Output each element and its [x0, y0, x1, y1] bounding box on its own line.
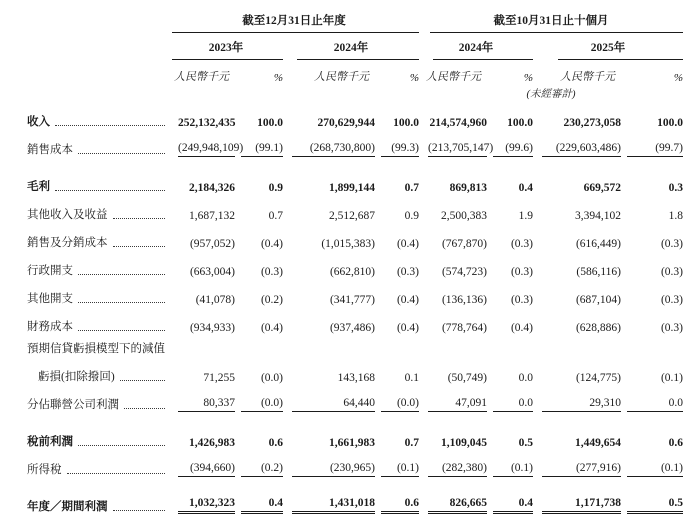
- percent-cell: [487, 449, 533, 477]
- unit-header-rmb: 人民幣千元: [174, 71, 229, 83]
- cell-value: 230,273,058: [563, 117, 621, 129]
- percent-cell: [487, 306, 533, 334]
- percent-cell: [621, 129, 683, 157]
- percent-cell: [235, 278, 283, 306]
- cell-value: (268,730,800): [292, 142, 375, 157]
- row-label: [27, 278, 169, 306]
- percent-cell: [621, 194, 683, 222]
- cell-value: (586,116): [576, 266, 621, 278]
- cell-value: 3,394,102: [575, 210, 621, 222]
- amount-cell: [169, 194, 235, 222]
- amount-cell: [169, 129, 244, 157]
- cell-value: (767,870): [441, 238, 487, 250]
- dot-leader: [113, 510, 166, 511]
- cell-value: (0.4): [510, 322, 533, 334]
- cell-value: (0.0): [241, 397, 283, 412]
- cell-value: (136,136): [441, 294, 487, 306]
- row-label: [27, 250, 169, 278]
- column-year-2024: 2024年: [333, 42, 369, 54]
- amount-cell: [283, 356, 375, 384]
- cell-value: 1,032,323: [178, 497, 235, 514]
- cell-value: (99.7): [627, 142, 683, 157]
- amount-cell: [283, 278, 375, 306]
- row-label-text: 年度／期間利潤: [27, 501, 108, 513]
- row-label-text: 稅前利潤: [27, 436, 73, 448]
- cell-value: 1.9: [518, 210, 533, 222]
- cell-value: (124,775): [575, 372, 621, 384]
- dot-leader: [113, 246, 166, 247]
- dot-leader: [55, 125, 165, 126]
- percent-cell: [487, 250, 533, 278]
- cell-value: 0.4: [241, 497, 283, 514]
- percent-cell: [375, 129, 419, 157]
- row-label: [27, 412, 169, 449]
- percent-cell: [375, 278, 419, 306]
- percent-cell: [621, 306, 683, 334]
- percent-cell: [487, 477, 533, 514]
- table-row: [27, 101, 683, 129]
- percent-cell: [487, 384, 533, 412]
- cell-value: 669,572: [583, 182, 621, 194]
- table-row: [27, 477, 683, 514]
- period-group-annual: 截至12月31日止年度: [242, 15, 346, 27]
- amount-cell: [533, 157, 621, 194]
- amount-cell: [283, 334, 375, 356]
- amount-cell: [169, 412, 235, 449]
- dot-leader: [78, 274, 165, 275]
- cell-value: 1,171,738: [542, 497, 621, 514]
- cell-value: (687,104): [575, 294, 621, 306]
- row-label-text: 分佔聯營公司利潤: [27, 399, 119, 411]
- percent-cell: [621, 250, 683, 278]
- amount-cell: [283, 129, 375, 157]
- cell-value: (0.2): [260, 294, 283, 306]
- percent-cell: [235, 222, 283, 250]
- cell-value: 0.6: [668, 437, 683, 449]
- amount-cell: [419, 334, 487, 356]
- percent-cell: [621, 101, 683, 129]
- cell-value: 0.6: [268, 437, 283, 449]
- cell-value: 0.7: [404, 437, 419, 449]
- amount-cell: [419, 306, 487, 334]
- cell-value: 64,440: [292, 397, 375, 412]
- row-label-text: 收入: [27, 116, 50, 128]
- amount-cell: [283, 477, 375, 514]
- amount-cell: [169, 356, 235, 384]
- cell-value: 100.0: [657, 117, 683, 129]
- percent-cell: [487, 278, 533, 306]
- cell-value: (99.1): [241, 142, 283, 157]
- cell-value: 80,337: [178, 397, 235, 412]
- percent-cell: [375, 157, 419, 194]
- amount-cell: [419, 129, 494, 157]
- cell-value: (0.3): [660, 266, 683, 278]
- cell-value: 1,426,983: [189, 437, 235, 449]
- cell-value: (0.1): [493, 462, 533, 477]
- cell-value: (574,723): [441, 266, 487, 278]
- cell-value: (0.0): [381, 397, 419, 412]
- cell-value: (663,004): [189, 266, 235, 278]
- row-label: [27, 222, 169, 250]
- amount-cell: [283, 306, 375, 334]
- percent-cell: [375, 250, 419, 278]
- amount-cell: [533, 250, 621, 278]
- amount-cell: [283, 384, 375, 412]
- cell-value: 0.7: [404, 182, 419, 194]
- cell-value: 0.3: [668, 182, 683, 194]
- percent-cell: [487, 222, 533, 250]
- cell-value: 0.4: [493, 497, 533, 514]
- percent-cell: [235, 384, 283, 412]
- cell-value: 869,813: [449, 182, 487, 194]
- cell-value: (0.3): [510, 294, 533, 306]
- cell-value: 71,255: [203, 372, 235, 384]
- row-label: [27, 356, 169, 384]
- cell-value: 100.0: [507, 117, 533, 129]
- amount-cell: [533, 194, 621, 222]
- cell-value: (934,933): [189, 322, 235, 334]
- amount-cell: [169, 334, 235, 356]
- cell-value: 1,661,983: [329, 437, 375, 449]
- percent-cell: [375, 222, 419, 250]
- column-year-2025: 2025年: [590, 42, 626, 54]
- row-label: [27, 306, 169, 334]
- income-statement-table: [27, 12, 683, 514]
- cell-value: 0.1: [404, 372, 419, 384]
- cell-value: 2,500,383: [441, 210, 487, 222]
- amount-cell: [169, 101, 235, 129]
- row-label: [27, 477, 169, 514]
- table-row: [27, 449, 683, 477]
- cell-value: (778,764): [441, 322, 487, 334]
- cell-value: 0.6: [381, 497, 419, 514]
- cell-value: 0.0: [493, 397, 533, 412]
- cell-value: (249,948,109): [178, 142, 235, 157]
- cell-value: 270,629,944: [317, 117, 375, 129]
- dot-leader: [78, 302, 165, 303]
- unit-header-pct: %: [409, 72, 419, 84]
- cell-value: (616,449): [575, 238, 621, 250]
- cell-value: (99.6): [493, 142, 533, 157]
- amount-cell: [169, 449, 235, 477]
- table-row: [27, 384, 683, 412]
- cell-value: (0.0): [260, 372, 283, 384]
- percent-cell: [235, 412, 283, 449]
- cell-value: 143,168: [337, 372, 375, 384]
- cell-value: 0.4: [518, 182, 533, 194]
- percent-cell: [621, 278, 683, 306]
- percent-cell: [235, 306, 283, 334]
- percent-cell: [375, 356, 419, 384]
- percent-cell: [235, 356, 283, 384]
- percent-cell: [621, 449, 683, 477]
- unit-header-rmb: 人民幣千元: [426, 71, 481, 83]
- table-row: [27, 306, 683, 334]
- cell-value: 0.0: [518, 372, 533, 384]
- percent-cell: [375, 306, 419, 334]
- cell-value: (394,660): [178, 462, 235, 477]
- amount-cell: [533, 278, 621, 306]
- amount-cell: [283, 157, 375, 194]
- cell-value: (1,015,383): [321, 238, 375, 250]
- percent-cell: [235, 250, 283, 278]
- table-row: [27, 129, 683, 157]
- percent-cell: [375, 477, 419, 514]
- cell-value: (282,380): [428, 462, 487, 477]
- row-label: [27, 384, 169, 412]
- amount-cell: [419, 157, 487, 194]
- percent-cell: [621, 412, 683, 449]
- table-row: [27, 334, 683, 356]
- cell-value: 0.5: [518, 437, 533, 449]
- row-label: [27, 194, 169, 222]
- cell-value: 2,512,687: [329, 210, 375, 222]
- percent-cell: [375, 384, 419, 412]
- cell-value: (0.1): [660, 372, 683, 384]
- amount-cell: [169, 306, 235, 334]
- percent-cell: [375, 101, 419, 129]
- percent-cell: [621, 356, 683, 384]
- unit-header-rmb: 人民幣千元: [560, 71, 615, 83]
- cell-value: (50,749): [447, 372, 487, 384]
- cell-value: 0.0: [627, 397, 683, 412]
- cell-value: 2,184,326: [189, 182, 235, 194]
- cell-value: (213,705,147): [428, 142, 487, 157]
- cell-value: 100.0: [257, 117, 283, 129]
- dot-leader: [55, 190, 165, 191]
- cell-value: 1,899,144: [329, 182, 375, 194]
- cell-value: 1,687,132: [189, 210, 235, 222]
- dot-leader: [78, 153, 165, 154]
- percent-cell: [375, 412, 419, 449]
- amount-cell: [419, 250, 487, 278]
- percent-cell: [487, 412, 533, 449]
- percent-cell: [621, 334, 683, 356]
- table-header: [27, 12, 683, 101]
- percent-cell: [235, 477, 283, 514]
- amount-cell: [283, 222, 375, 250]
- amount-cell: [169, 222, 235, 250]
- cell-value: 0.7: [268, 210, 283, 222]
- amount-cell: [533, 449, 621, 477]
- dot-leader: [120, 380, 165, 381]
- cell-value: (0.4): [396, 238, 419, 250]
- amount-cell: [533, 356, 621, 384]
- cell-value: 214,574,960: [429, 117, 487, 129]
- unit-header-pct: %: [673, 72, 683, 84]
- percent-cell: [375, 194, 419, 222]
- amount-cell: [419, 412, 487, 449]
- percent-cell: [375, 449, 419, 477]
- row-label: [27, 334, 169, 356]
- table-row: [27, 356, 683, 384]
- cell-value: 0.9: [268, 182, 283, 194]
- row-label-text: 銷售及分銷成本: [27, 237, 108, 249]
- column-year-2024-10m: 2024年: [458, 42, 494, 54]
- unit-header-pct: %: [523, 72, 533, 84]
- cell-value: (0.4): [396, 294, 419, 306]
- row-label-text: 毛利: [27, 181, 50, 193]
- cell-value: (341,777): [329, 294, 375, 306]
- cell-value: (957,052): [189, 238, 235, 250]
- row-label-text: 所得稅: [27, 464, 62, 476]
- dot-leader: [67, 473, 166, 474]
- percent-cell: [375, 334, 419, 356]
- cell-value: (0.4): [396, 322, 419, 334]
- column-year-2023: 2023年: [208, 42, 244, 54]
- cell-value: (99.3): [381, 142, 419, 157]
- amount-cell: [533, 306, 621, 334]
- cell-value: 0.5: [627, 497, 683, 514]
- cell-value: (230,965): [292, 462, 375, 477]
- percent-cell: [621, 384, 683, 412]
- cell-value: 47,091: [428, 397, 487, 412]
- cell-value: 100.0: [393, 117, 419, 129]
- cell-value: 252,132,435: [178, 117, 236, 129]
- amount-cell: [419, 449, 487, 477]
- amount-cell: [533, 477, 621, 514]
- amount-cell: [283, 194, 375, 222]
- amount-cell: [419, 477, 487, 514]
- percent-cell: [621, 157, 683, 194]
- amount-cell: [419, 356, 487, 384]
- row-label-text: 財務成本: [27, 321, 73, 333]
- dot-leader: [124, 408, 165, 409]
- cell-value: 1,431,018: [292, 497, 375, 514]
- row-label-text: 虧損(扣除撥回): [38, 371, 115, 383]
- cell-value: (0.3): [510, 266, 533, 278]
- cell-value: (277,916): [542, 462, 621, 477]
- row-label: [27, 449, 169, 477]
- cell-value: (0.1): [381, 462, 419, 477]
- cell-value: (937,486): [329, 322, 375, 334]
- cell-value: 29,310: [542, 397, 621, 412]
- percent-cell: [235, 101, 283, 129]
- cell-value: (628,886): [575, 322, 621, 334]
- amount-cell: [419, 278, 487, 306]
- percent-cell: [235, 157, 283, 194]
- amount-cell: [283, 449, 375, 477]
- amount-cell: [169, 477, 235, 514]
- amount-cell: [533, 334, 621, 356]
- amount-cell: [419, 101, 487, 129]
- row-label-text: 其他開支: [27, 293, 73, 305]
- unaudited-note: (未經審計): [526, 89, 576, 100]
- amount-cell: [169, 278, 235, 306]
- amount-cell: [283, 101, 375, 129]
- row-label: [27, 157, 169, 194]
- cell-value: (0.3): [660, 238, 683, 250]
- cell-value: 826,665: [428, 497, 487, 514]
- cell-value: (0.4): [260, 322, 283, 334]
- percent-cell: [487, 194, 533, 222]
- cell-value: (662,810): [329, 266, 375, 278]
- amount-cell: [533, 384, 621, 412]
- percent-cell: [621, 222, 683, 250]
- row-label-text: 行政開支: [27, 265, 73, 277]
- table-row: [27, 222, 683, 250]
- cell-value: (0.3): [510, 238, 533, 250]
- cell-value: 1.8: [668, 210, 683, 222]
- dot-leader: [113, 218, 166, 219]
- unit-header-rmb: 人民幣千元: [314, 71, 369, 83]
- percent-cell: [235, 194, 283, 222]
- amount-cell: [169, 384, 235, 412]
- amount-cell: [533, 129, 621, 157]
- percent-cell: [621, 477, 683, 514]
- amount-cell: [169, 157, 235, 194]
- table-row: [27, 250, 683, 278]
- row-label-text: 銷售成本: [27, 144, 73, 156]
- cell-value: (41,078): [195, 294, 235, 306]
- cell-value: (0.3): [660, 294, 683, 306]
- table-row: [27, 412, 683, 449]
- cell-value: 1,109,045: [441, 437, 487, 449]
- table-row: [27, 157, 683, 194]
- amount-cell: [283, 412, 375, 449]
- amount-cell: [533, 412, 621, 449]
- percent-cell: [487, 101, 533, 129]
- percent-cell: [487, 334, 533, 356]
- dot-leader: [78, 445, 165, 446]
- cell-value: 1,449,654: [575, 437, 621, 449]
- amount-cell: [419, 194, 487, 222]
- cell-value: 0.9: [404, 210, 419, 222]
- cell-value: (0.3): [660, 322, 683, 334]
- amount-cell: [283, 250, 375, 278]
- amount-cell: [533, 222, 621, 250]
- table-body: [27, 101, 683, 514]
- table-row: [27, 194, 683, 222]
- dot-leader: [78, 330, 165, 331]
- percent-cell: [487, 356, 533, 384]
- row-label: [27, 101, 169, 129]
- cell-value: (229,603,486): [542, 142, 621, 157]
- period-group-ten-months: 截至10月31日止十個月: [493, 15, 609, 27]
- percent-cell: [487, 157, 533, 194]
- cell-value: (0.2): [241, 462, 283, 477]
- amount-cell: [169, 250, 235, 278]
- percent-cell: [235, 334, 283, 356]
- amount-cell: [419, 222, 487, 250]
- amount-cell: [533, 101, 621, 129]
- cell-value: (0.1): [627, 462, 683, 477]
- row-label-text: 預期信貸虧損模型下的減值: [27, 343, 165, 355]
- cell-value: (0.4): [260, 238, 283, 250]
- cell-value: (0.3): [260, 266, 283, 278]
- unit-header-pct: %: [273, 72, 283, 84]
- row-label-text: 其他收入及收益: [27, 209, 108, 221]
- percent-cell: [235, 449, 283, 477]
- table-row: [27, 278, 683, 306]
- cell-value: (0.3): [396, 266, 419, 278]
- amount-cell: [419, 384, 487, 412]
- percent-cell: [487, 129, 533, 157]
- row-label: [27, 129, 169, 157]
